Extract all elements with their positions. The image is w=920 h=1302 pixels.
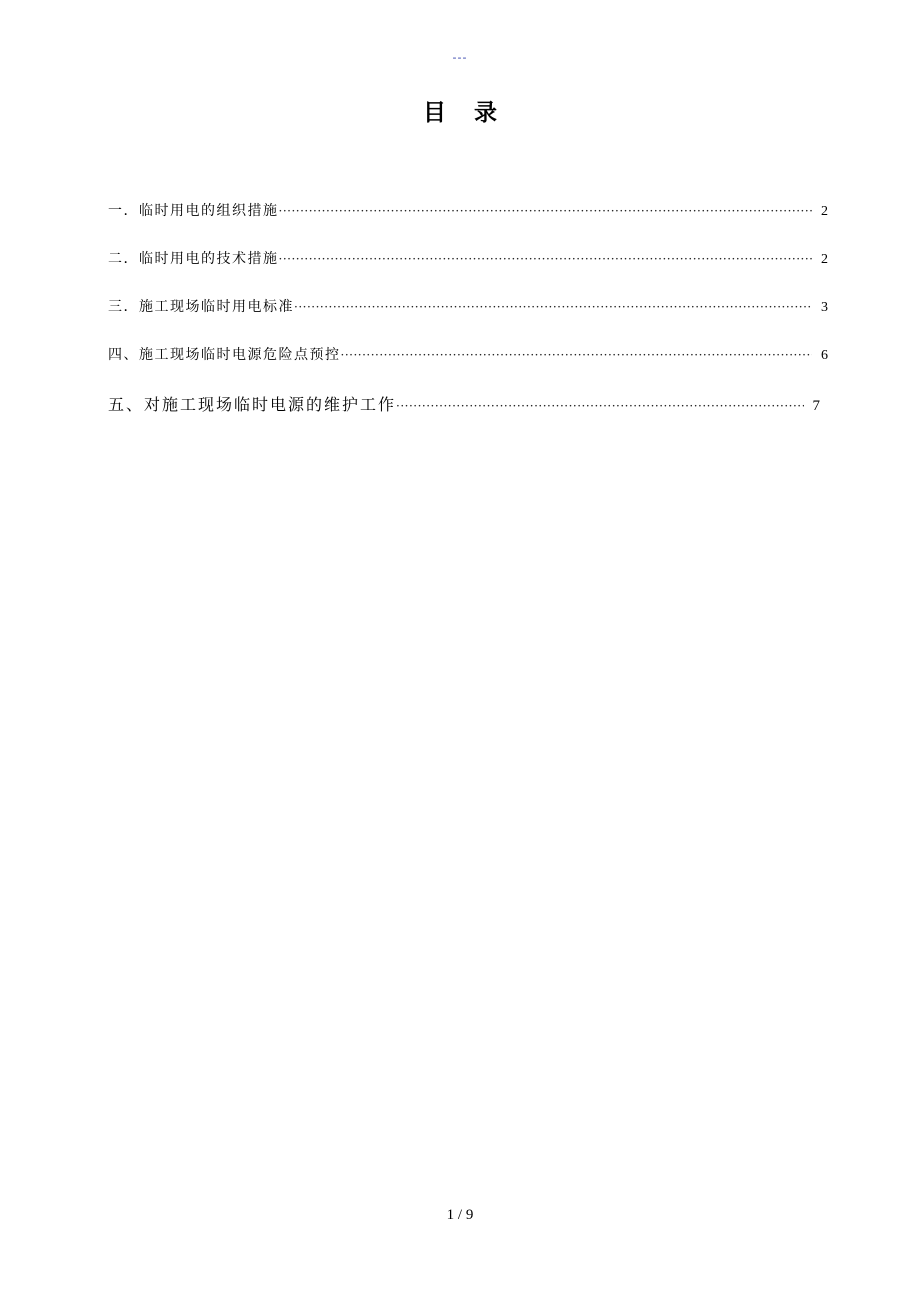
- toc-entry-label: 五、对施工现场临时电源的维护工作: [108, 395, 397, 414]
- toc-entry-label: 四、施工现场临时电源危险点预控: [108, 347, 341, 363]
- toc-dot-leader: [341, 348, 813, 362]
- toc-entry-page: 7: [812, 398, 820, 414]
- toc-dot-leader: [396, 399, 804, 413]
- toc-entry-page: 2: [821, 252, 828, 267]
- toc-entry[interactable]: [108, 248, 828, 268]
- toc-entry-page: 3: [821, 300, 828, 315]
- toc-entry[interactable]: [108, 200, 828, 220]
- toc-entry-label: 二．临时用电的技术措施: [108, 251, 279, 267]
- toc-entry-label: 三．施工现场临时用电标准: [108, 299, 294, 315]
- toc-entry-label: 一．临时用电的组织措施: [108, 203, 279, 219]
- toc-entry-page: 6: [821, 348, 828, 363]
- toc-dot-leader: [294, 300, 812, 314]
- toc-entry[interactable]: [108, 296, 828, 316]
- header-mark: ---: [452, 51, 468, 64]
- toc-entry[interactable]: [108, 392, 820, 415]
- page-title: 目录: [423, 100, 525, 126]
- toc-entry-page: 2: [821, 204, 828, 219]
- toc-dot-leader: [279, 204, 813, 218]
- toc-dot-leader: [279, 252, 813, 266]
- toc-entry[interactable]: [108, 344, 828, 364]
- page-indicator: 1 / 9: [446, 1207, 474, 1223]
